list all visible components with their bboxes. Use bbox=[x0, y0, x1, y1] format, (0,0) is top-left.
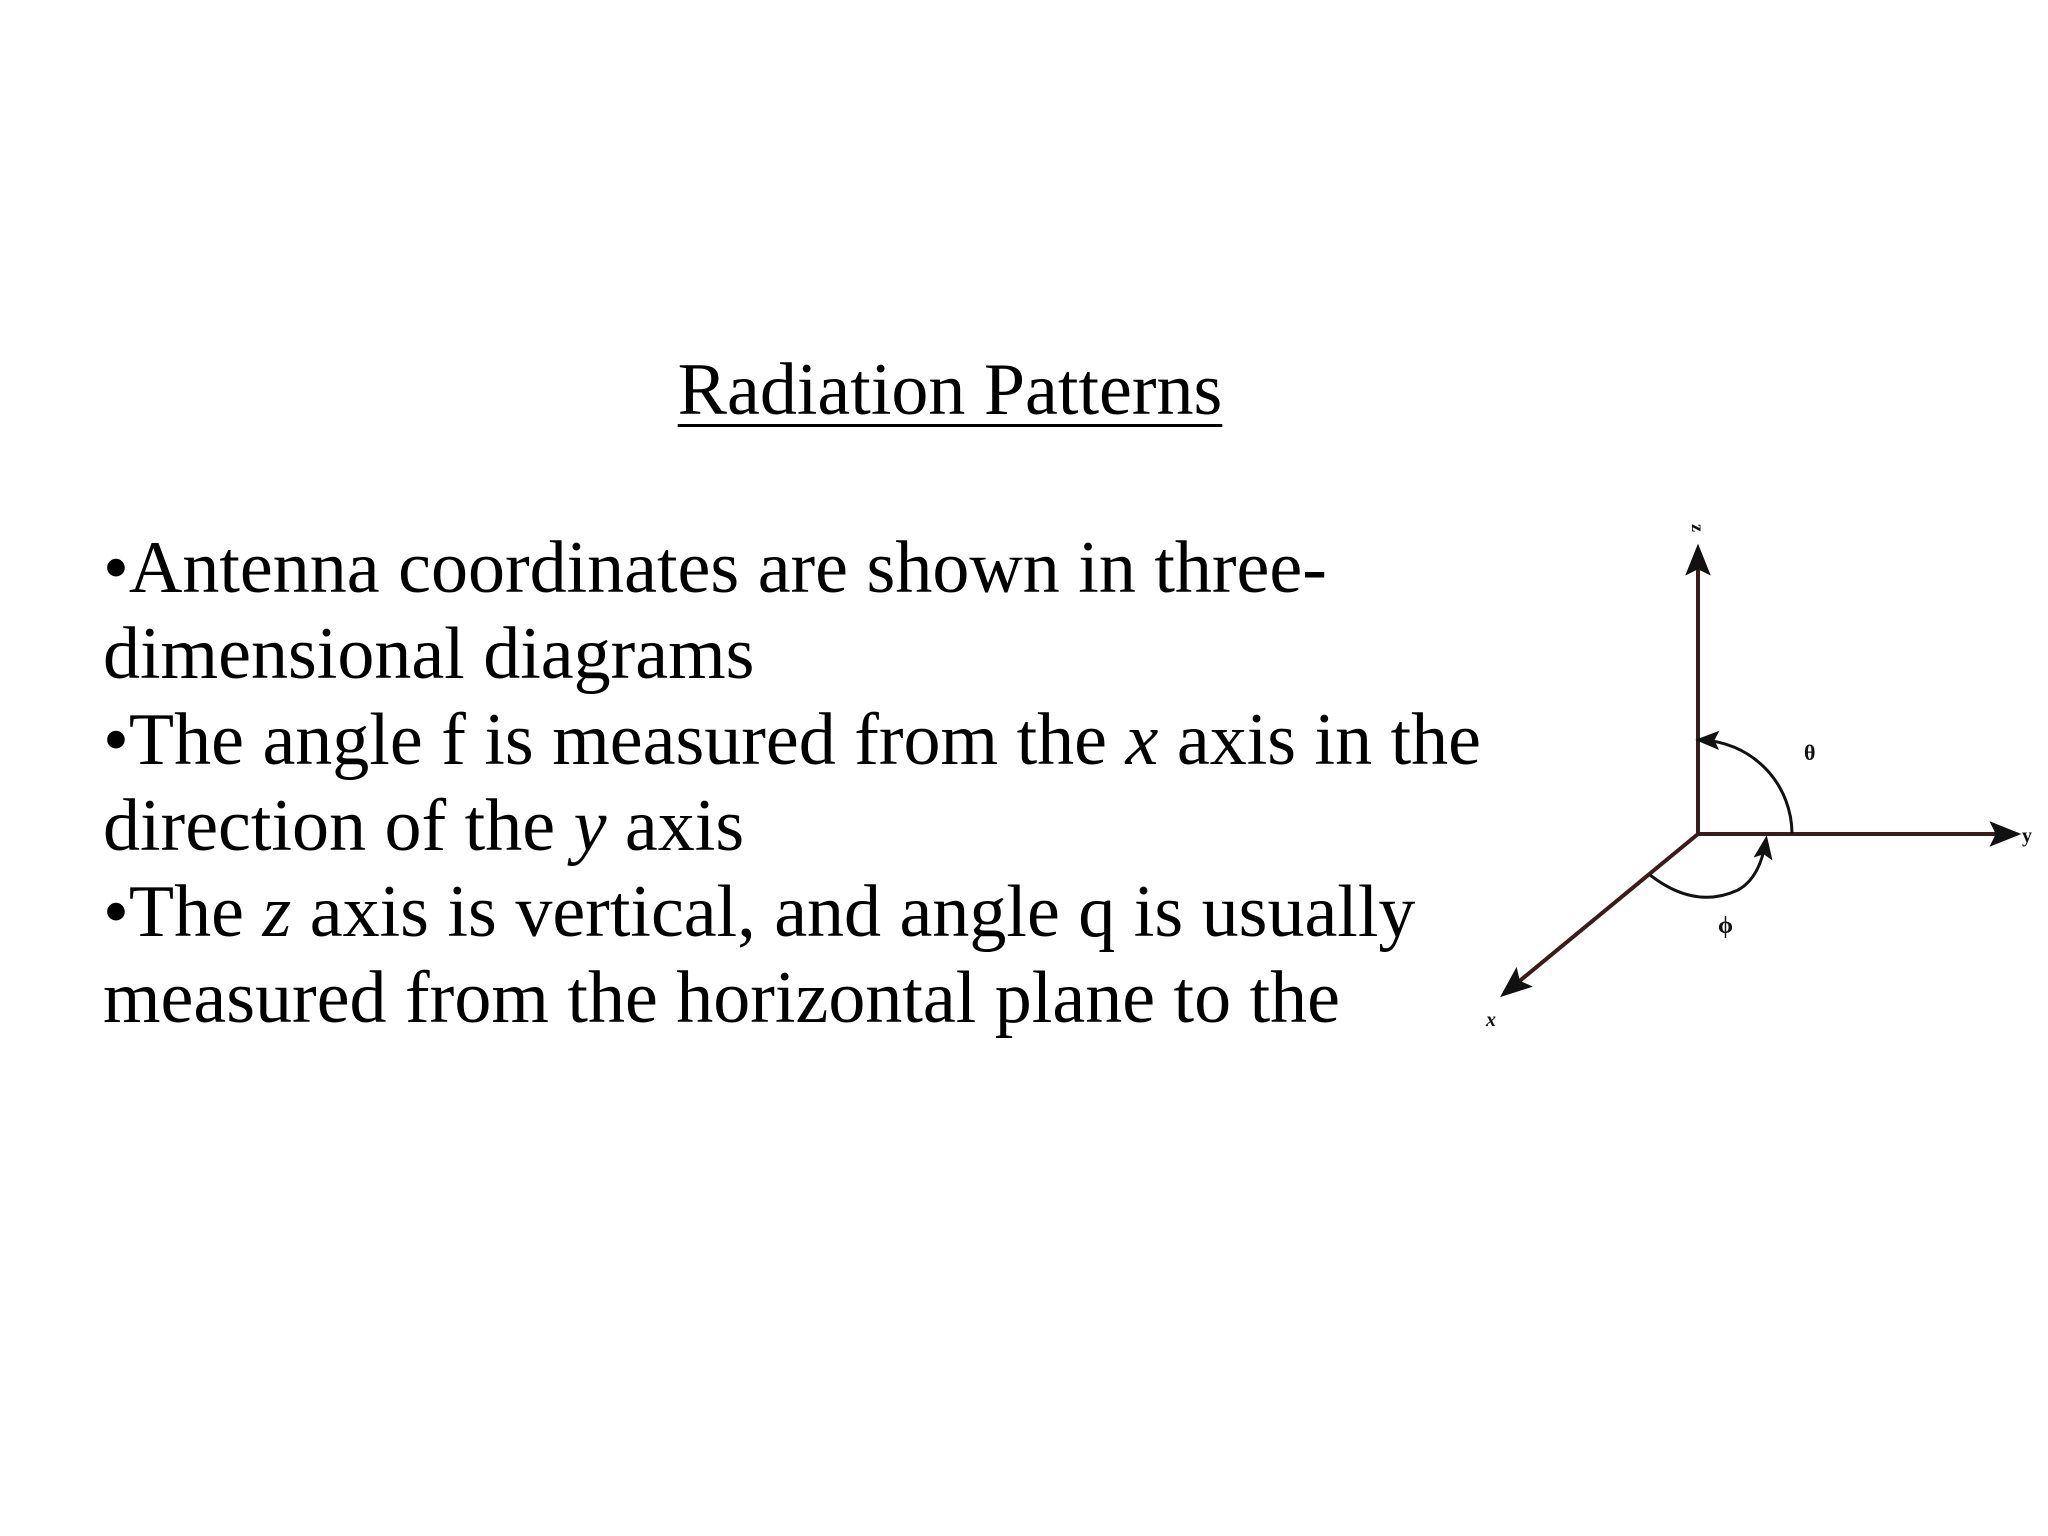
z-axis-label: z bbox=[1688, 524, 1708, 532]
y-axis-label: y bbox=[2022, 825, 2032, 847]
bullet-italic-text: y bbox=[573, 785, 607, 867]
bullet-text: •Antenna coordinates are shown in three- bbox=[103, 527, 1327, 609]
x-axis bbox=[1505, 834, 1698, 993]
coordinate-diagram bbox=[1420, 490, 2040, 1110]
phi-label: ϕ bbox=[1718, 913, 1733, 939]
bullet-text: axis is vertical, and angle q is usually bbox=[291, 871, 1416, 953]
bullet-text: axis bbox=[606, 785, 745, 867]
bullet-text: •The bbox=[103, 871, 263, 953]
theta-label: θ bbox=[1804, 740, 1816, 765]
bullet-text: measured from the horizontal plane to the bbox=[103, 957, 1341, 1039]
phi-arc bbox=[1650, 840, 1766, 897]
bullet-italic-text: x bbox=[1125, 699, 1159, 781]
bullet-text: dimensional diagrams bbox=[103, 613, 755, 695]
bullet-italic-text: z bbox=[262, 871, 292, 953]
x-axis-label: x bbox=[1486, 1009, 1496, 1031]
bullet-text: •The angle f is measured from the bbox=[103, 699, 1126, 781]
slide-title: Radiation Patterns bbox=[677, 349, 1223, 431]
theta-arc bbox=[1700, 740, 1792, 834]
bullet-text: axis in the bbox=[1158, 699, 1482, 781]
bullet-text: direction of the bbox=[103, 785, 574, 867]
